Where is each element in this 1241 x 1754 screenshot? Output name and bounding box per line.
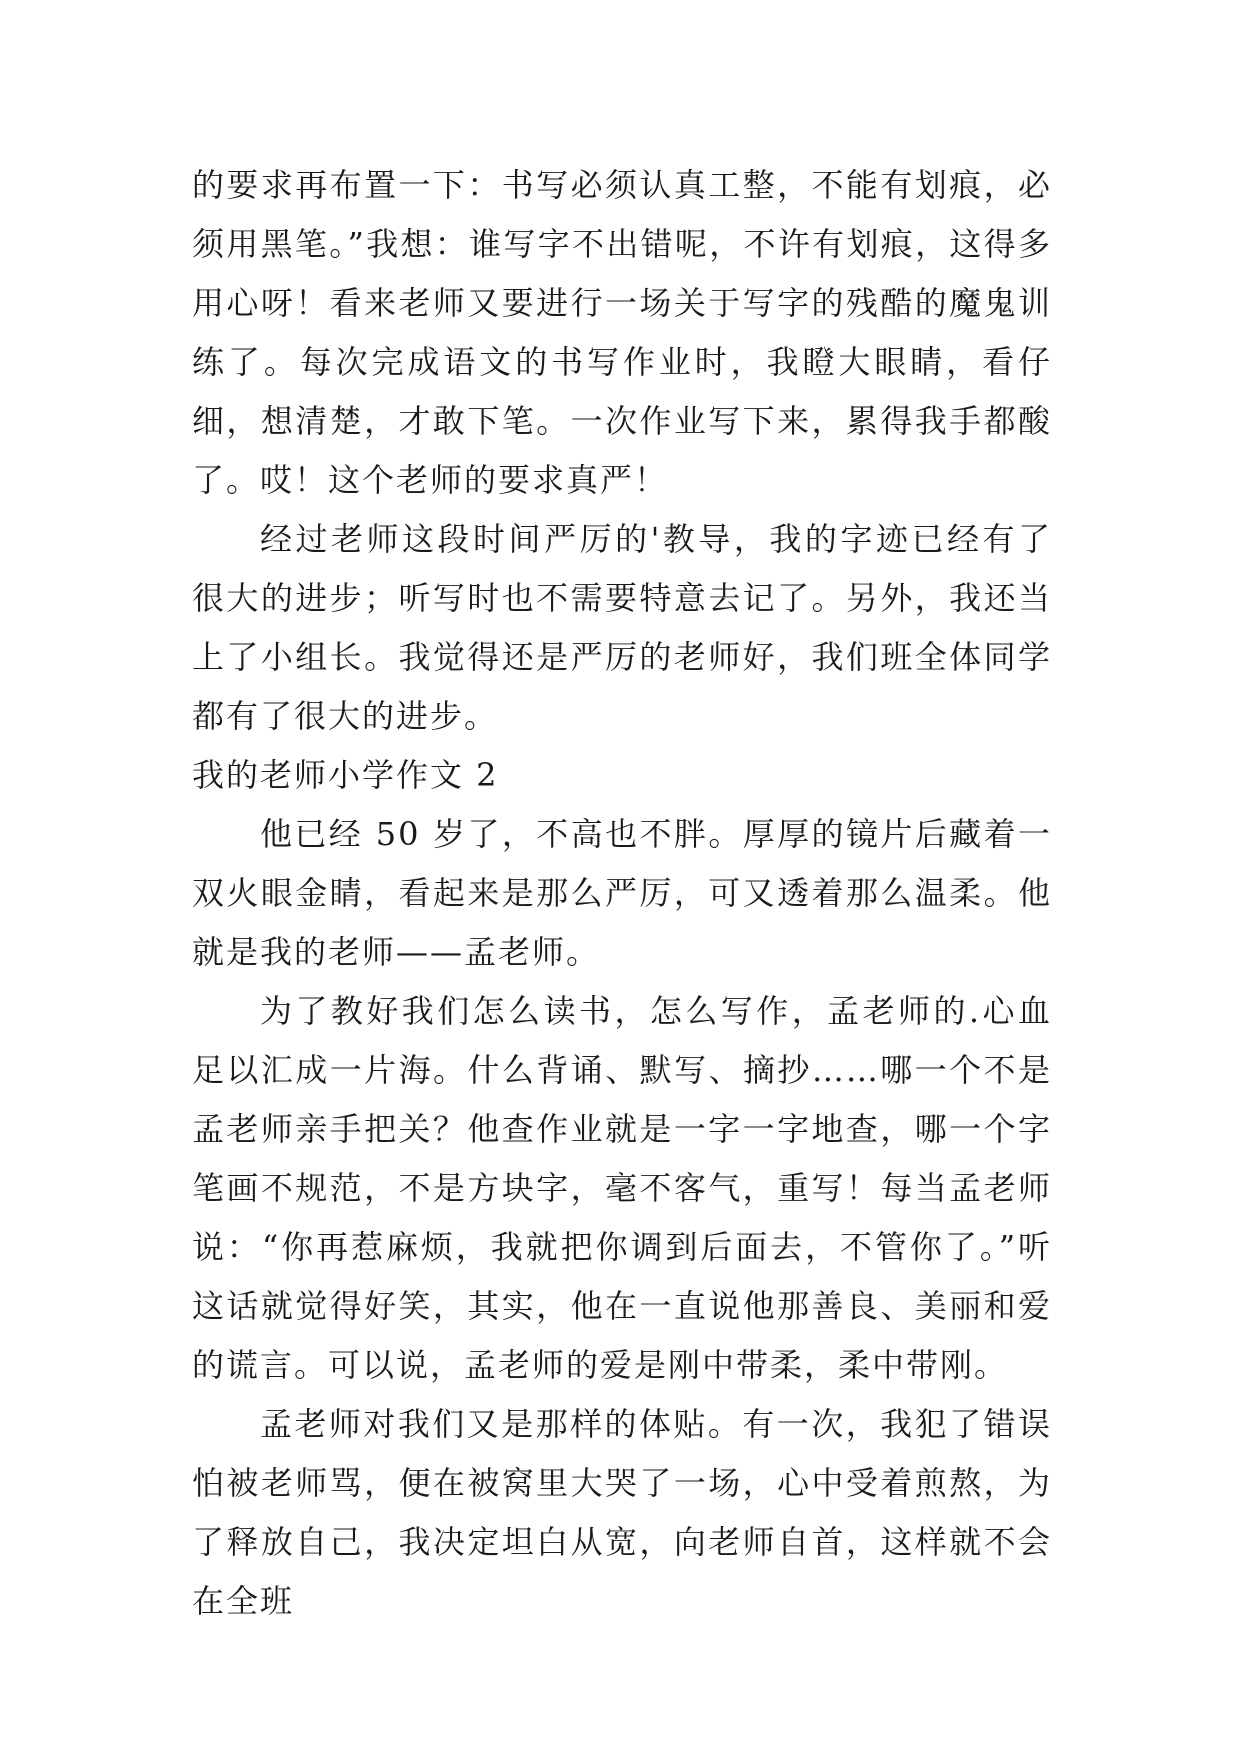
- section-heading: 我的老师小学作文 2: [192, 756, 499, 794]
- document-page: [192, 156, 1052, 1631]
- paragraph: 为了教好我们怎么读书，怎么写作，孟老师的.心血足以汇成一片海。什么背诵、默写、摘抄……哪一个不是孟老师亲手把关？他查作业就是一字一字地查，哪一个字笔画不规范，不是方块字，毫不客气，重写！每当孟老师说：“你再惹麻烦，我就把你调到后面去，不管你了。”听这话就觉得好笑，其实，他在一直说他那善良、美丽和爱的谎言。可以说，孟老师的爱是刚中带柔，柔中带刚。: [192, 992, 1052, 1384]
- paragraph: 他已经 50 岁了，不高也不胖。厚厚的镜片后藏着一双火眼金睛，看起来是那么严厉，可又透着那么温柔。他就是我的老师——孟老师。: [192, 815, 1052, 971]
- paragraph: 经过老师这段时间严厉的'教导，我的字迹已经有了很大的进步；听写时也不需要特意去记了。另外，我还当上了小组长。我觉得还是严厉的老师好，我们班全体同学都有了很大的进步。: [192, 520, 1052, 735]
- paragraph-continued: 的要求再布置一下：书写必须认真工整，不能有划痕，必须用黑笔。”我想：谁写字不出错呢，不许有划痕，这得多用心呀！看来老师又要进行一场关于写字的残酷的魔鬼训练了。每次完成语文的书写作业时，我瞪大眼睛，看仔细，想清楚，才敢下笔。一次作业写下来，累得我手都酸了。哎！这个老师的要求真严！: [192, 166, 1052, 499]
- paragraph: 孟老师对我们又是那样的体贴。有一次，我犯了错误怕被老师骂，便在被窝里大哭了一场，心中受着煎熬，为了释放自己，我决定坦白从宽，向老师自首，这样就不会在全班: [192, 1405, 1052, 1620]
